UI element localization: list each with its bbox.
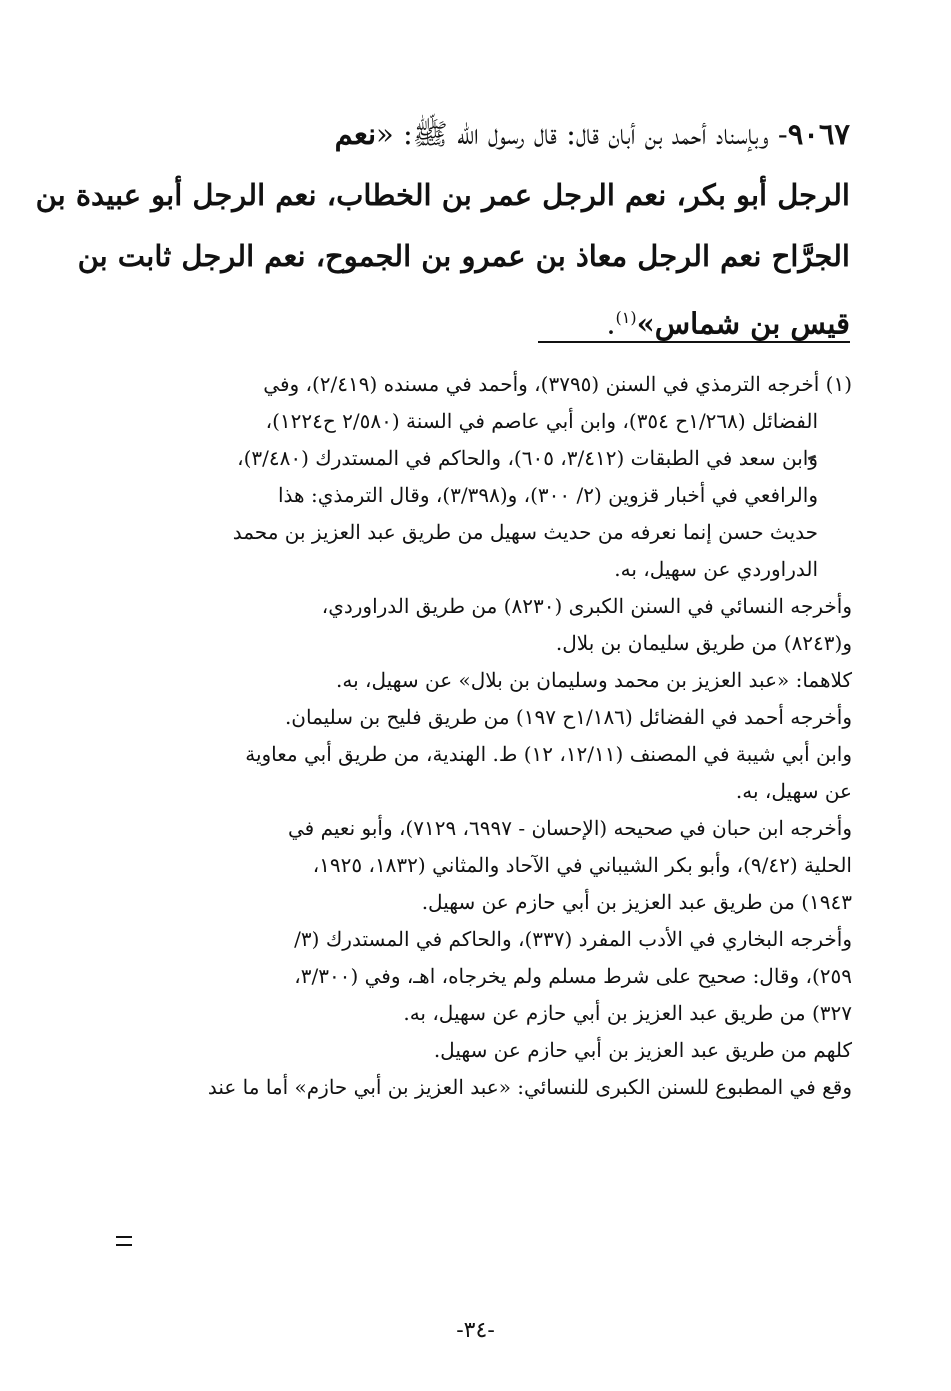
- hadith-intro: - وبإسناد أحمد بن أبان قال: قال رسول الله ﷺ: «: [376, 117, 788, 151]
- footnote-line: وأخرجه أحمد في الفضائل (١/١٨٦ح ١٩٧) من طريق فليح بن سليمان.: [284, 705, 852, 729]
- footnote-line: ٣٢٧) من طريق عبد العزيز بن أبي حازم عن سهيل، به.: [403, 1001, 852, 1025]
- footnote-line: الحلية (٩/٤٢)، وأبو بكر الشيباني في الآحاد والمثاني (١٨٣٢، ١٩٢٥،: [312, 853, 852, 877]
- hadith-number: ٩٠٦٧: [787, 117, 850, 151]
- footnote-reference: (١): [615, 308, 637, 327]
- footnote-line: و(٨٢٤٣) من طريق سليمان بن بلال.: [555, 631, 852, 655]
- continuation-mark: [116, 1236, 132, 1246]
- footnote-line: وأخرجه النسائي في السنن الكبرى (٨٢٣٠) من طريق الدراوردي،: [321, 594, 852, 618]
- footnote-line: الدراوردي عن سهيل، به.: [614, 557, 818, 581]
- footnote-line: ١٩٤٣) من طريق عبد العزيز بن أبي حازم عن سهيل.: [421, 890, 852, 914]
- footnote-line: ٢٥٩)، وقال: صحيح على شرط مسلم ولم يخرجاه، اهـ، وفي (٣/٣٠٠،: [294, 964, 852, 988]
- footnote-line: وأخرجه البخاري في الأدب المفرد (٣٣٧)، والحاكم في المستدرك (٣/: [294, 927, 852, 951]
- footnote-line: عن سهيل، به.: [735, 779, 852, 803]
- footnote-line: وأخرجه ابن حبان في صحيحه (الإحسان - ٦٩٩٧، ٧١٢٩)، وأبو نعيم في: [287, 816, 852, 840]
- page-number: -٣٤-: [456, 1318, 495, 1343]
- hadith-line-4: [118, 287, 850, 348]
- hadith-period: .: [606, 306, 616, 341]
- hadith-line-2: الرجل أبو بكر، نعم الرجل عمر بن الخطاب، نعم الرجل أبو عبيدة بن: [35, 178, 850, 212]
- footnote-line: (١) أخرجه الترمذي في السنن (٣٧٩٥)، وأحمد في مسنده (٢/٤١٩)، وفي: [263, 372, 852, 396]
- footnote-line: كلهم من طريق عبد العزيز بن أبي حازم عن سهيل.: [433, 1038, 852, 1062]
- hadith-text: [35, 104, 850, 348]
- footnote-line: حديث حسن إنما نعرفه من حديث سهيل من طريق عبد العزيز بن محمد: [232, 520, 818, 544]
- footnote-line: والرافعي في أخبار قزوين (٢/ ٣٠٠)، و(٣/٣٩٨)، وقال الترمذي: هذا: [278, 483, 818, 507]
- footnote-separator: [538, 341, 850, 343]
- footnote-line: وابن سعد في الطبقات (٣/٤١٢، ٦٠٥)، والحاكم في المستدرك (٣/٤٨٠)،: [237, 446, 818, 470]
- footnote-line: وقع في المطبوع للسنن الكبرى للنسائي: «عبد العزيز بن أبي حازم» أما ما عند: [207, 1075, 852, 1099]
- footnote-line: وابن أبي شيبة في المصنف (١٢/١١، ١٢) ط. الهندية، من طريق أبي معاوية: [245, 742, 852, 766]
- hadith-quote-start: نعم: [334, 117, 377, 151]
- footnotes: [116, 366, 852, 1106]
- footnote-line: الفضائل (١/٢٦٨ح ٣٥٤)، وابن أبي عاصم في السنة (٢/٥٨٠ ح١٢٢٤)،: [265, 409, 818, 433]
- hadith-quote-end: قيس بن شماس»: [636, 306, 850, 341]
- hadith-line-1: [118, 104, 850, 165]
- footnote-line: كلاهما: «عبد العزيز بن محمد وسليمان بن بلال» عن سهيل، به.: [336, 668, 852, 692]
- hadith-line-3: الجرَّاح نعم الرجل معاذ بن عمرو بن الجموح، نعم الرجل ثابت بن: [77, 239, 850, 273]
